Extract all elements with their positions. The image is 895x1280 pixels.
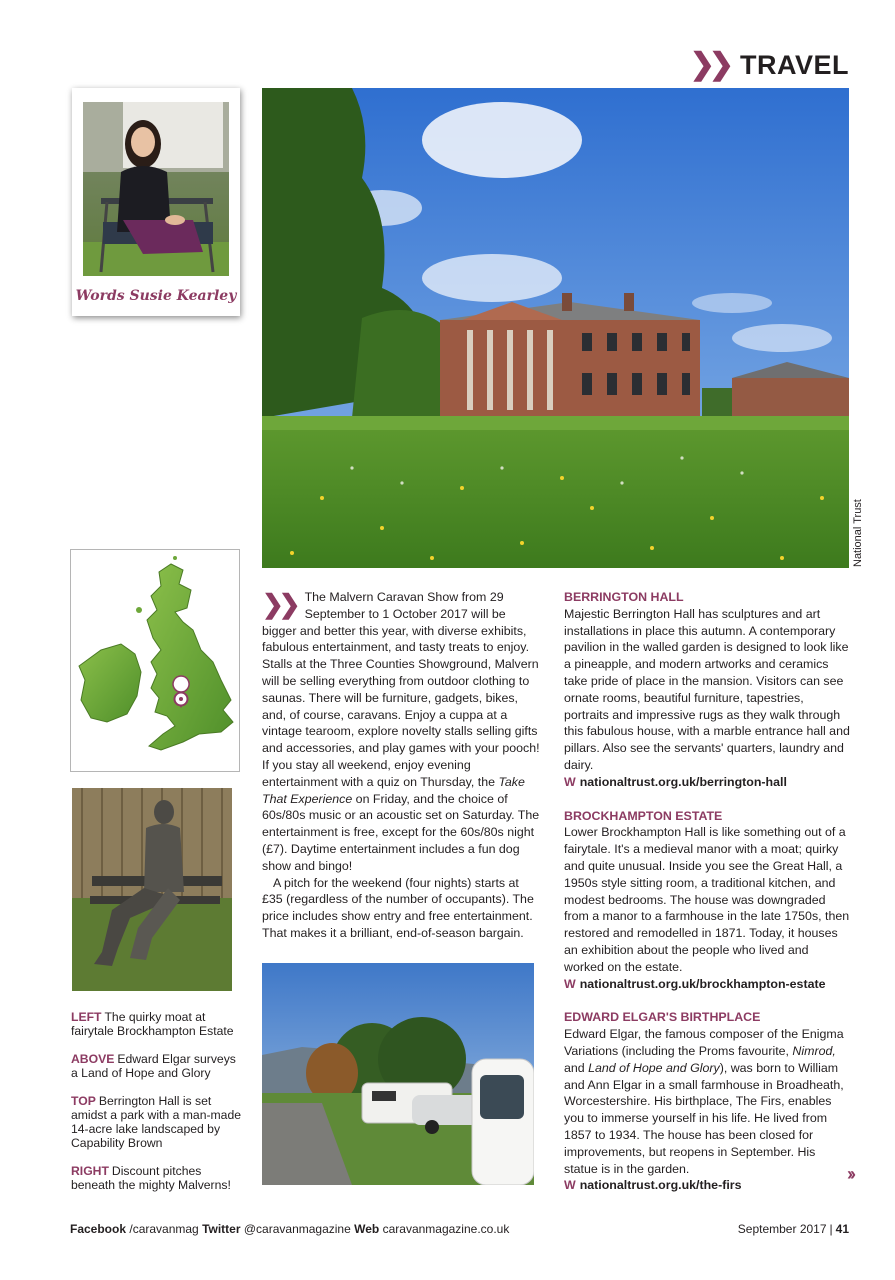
- page-number: 41: [835, 1222, 849, 1236]
- twitter-handle[interactable]: @caravanmagazine: [243, 1222, 351, 1236]
- intro-paragraph-1: ❯❯ The Malvern Caravan Show from 29 September to 1 October 2017 will be bigger and better this year, with diverse exhibits, fabulous entertainment, and tasty treats to enjoy. Stalls at the Three Counties Showground, Malvern will be selling everything from outdoor clothing to saunas. There will be furniture, gadgets, bikes, and, of course, caravans. Enjoy a cuppa at a vintage tearoom, explore novelty stalls selling gifts and accessories, and play games with your pooch!: [262, 589, 540, 756]
- berrington-hall-photo: [262, 88, 849, 568]
- web-link-brockhampton[interactable]: W nationaltrust.org.uk/brockhampton-estate: [564, 976, 826, 991]
- attractions-column: [564, 589, 850, 1194]
- section-header: [690, 50, 849, 80]
- location-map: [70, 549, 240, 772]
- photo-captions: [71, 1010, 246, 1206]
- web-link-elgar[interactable]: W nationaltrust.org.uk/the-firs: [564, 1178, 742, 1193]
- author-photo-card: [72, 88, 240, 316]
- double-chevron-icon: ❯❯: [689, 48, 728, 81]
- footer-page-info: September 2017 | 41: [737, 1222, 849, 1236]
- section-body-elgar: Edward Elgar, the famous composer of the Enigma Variations (including the Proms favourite, Nimrod, and Land of Hope and Glory), was born to William and Ann Elgar in a small farmhouse in Broadheath, Worcestershire. His birthplace, The Firs, enables you to immerse yourself in his life. He lived from 1857 to 1934. The house has been closed for improvements, but reopens in September. His statue is in the garden.: [564, 1027, 844, 1176]
- section-heading-berrington: BERRINGTON HALL: [564, 590, 684, 604]
- caption-top: TOP Berrington Hall is set amidst a park with a man-made 14-acre lake landscaped by Capability Brown: [71, 1094, 242, 1150]
- section-heading-brockhampton: BROCKHAMPTON ESTATE: [564, 808, 723, 823]
- web-link-berrington[interactable]: W nationaltrust.org.uk/berrington-hall: [564, 774, 787, 789]
- elgar-statue-photo: [72, 788, 232, 991]
- section-heading-elgar: EDWARD ELGAR'S BIRTHPLACE: [564, 1010, 761, 1025]
- author-photo: [83, 102, 229, 276]
- section-body-brockhampton: Lower Brockhampton Hall is like something out of a fairytale. It's a medieval manor with a moat; quirky and quite unusual. Inside you see the Great Hall, a 1950s style sitting room, a traditional kitchen, and modest bedrooms. The house was downgraded from a manor to a farmhouse in the late 1750s, then restored and remodelled in 1871. Today, it houses an exhibition about the people who lived and worked on the estate.: [564, 825, 850, 974]
- photo-credit-text: National Trust: [852, 499, 864, 567]
- photo-credit: [852, 495, 866, 567]
- facebook-handle[interactable]: /caravanmag: [129, 1222, 199, 1236]
- section-title: TRAVEL: [740, 49, 849, 80]
- intro-paragraph-3: A pitch for the weekend (four nights) starts at £35 (regardless of the number of occupants). The price includes show entry and free entertainment. That makes it a brilliant, end-of-season bargain.: [262, 875, 534, 940]
- caravans-photo: [262, 963, 534, 1185]
- issue-date: September 2017: [737, 1222, 827, 1236]
- footer-social: Facebook /caravanmag Twitter @caravanmagazine Web caravanmagazine.co.uk: [70, 1222, 510, 1236]
- page-footer: [70, 1222, 849, 1236]
- author-caption: Words Susie Kearley: [75, 288, 237, 304]
- intro-paragraph-2: If you stay all weekend, enjoy evening entertainment with a quiz on Thursday, the Take That Experience on Friday, and the choice of 60s/80s music or an acoustic set on Saturday. The entertainment is free, except for the 60s/80s night (£7). Daytime entertainment includes a fun dog show and bingo!: [262, 757, 540, 873]
- uk-map-graphic: [71, 550, 239, 771]
- double-chevron-icon: ❯❯: [262, 589, 296, 619]
- caption-above: ABOVE Edward Elgar surveys a Land of Hope and Glory: [71, 1052, 236, 1080]
- caption-left: LEFT The quirky moat at fairytale Brockhampton Estate: [71, 1010, 234, 1038]
- section-body-berrington: Majestic Berrington Hall has sculptures and art installations in place this autumn. A contemporary pavilion in the walled garden is designed to look like a pineapple, and modern artworks and ceramics take pride of place in the mansion. Visitors can see ornate rooms, beautiful furniture, tapestries, portraits and impressive rugs as they walk through this fabulous house, with a marble entrance hall and pillars. Also see the servants' quarters, laundry and dairy.: [564, 606, 850, 772]
- caption-right: RIGHT Discount pitches beneath the mighty Malverns!: [71, 1164, 231, 1192]
- continue-arrow-icon: ››: [847, 1164, 853, 1184]
- intro-column: [262, 589, 542, 942]
- website-link[interactable]: caravanmagazine.co.uk: [382, 1222, 510, 1236]
